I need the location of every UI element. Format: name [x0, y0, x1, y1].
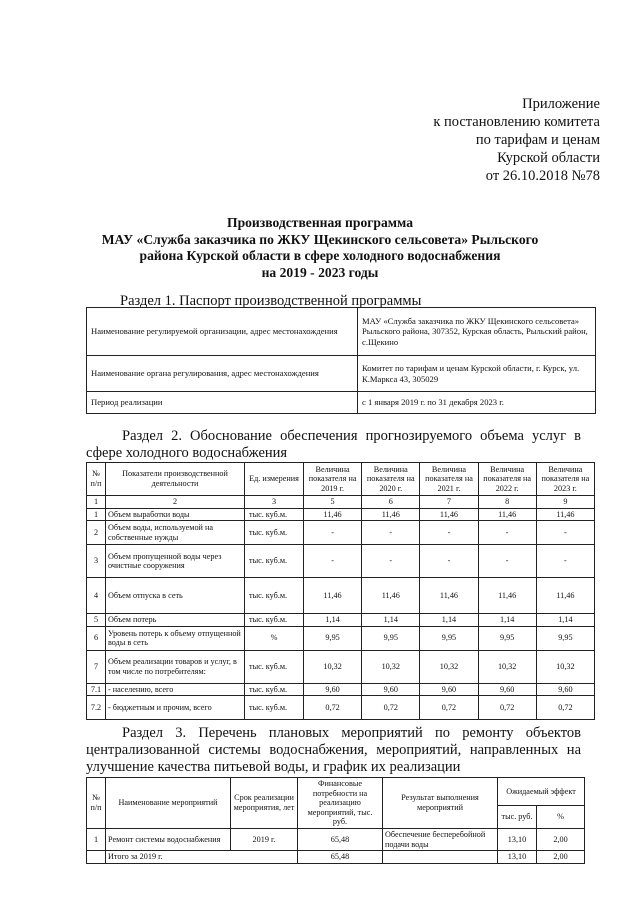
table-total-row — [87, 851, 585, 864]
row-number: 1 — [87, 828, 106, 850]
row-name: Объем выработки воды — [106, 508, 245, 521]
row-unit: тыс. куб.м. — [245, 696, 304, 720]
row-value: 11,46 — [304, 508, 362, 521]
row-value: 1,14 — [362, 614, 420, 627]
row-number: 1 — [87, 508, 106, 521]
table-row — [87, 696, 595, 720]
column-header: Величина показателя на 2022 г. — [478, 463, 536, 496]
passport-table — [86, 307, 596, 414]
column-number: 7 — [420, 496, 478, 509]
column-header: Величина показателя на 2019 г. — [304, 463, 362, 496]
row-finance: 65,48 — [298, 828, 383, 850]
table-cell: Комитет по тарифам и ценам Курской области, г. Курск, ул. К.Маркса 43, 305029 — [358, 356, 596, 392]
row-value: - — [362, 545, 420, 578]
table-cell: МАУ «Служба заказчика по ЖКУ Щекинского сельсовета» Рыльского района, 307352, Курская область, Рыльский район, с.Щекино — [358, 308, 596, 356]
row-number: 7.1 — [87, 683, 106, 696]
row-value: 0,72 — [304, 696, 362, 720]
title-line: Производственная программа — [227, 215, 413, 230]
row-value: 9,60 — [420, 683, 478, 696]
row-value: - — [478, 545, 536, 578]
row-value: 10,32 — [536, 650, 594, 683]
table-row — [87, 614, 595, 627]
row-value: 9,95 — [304, 626, 362, 650]
column-header: Финансовые потребности на реализацию мероприятий, тыс. руб. — [298, 778, 383, 829]
row-value: 10,32 — [362, 650, 420, 683]
table-row — [87, 508, 595, 521]
row-value: 11,46 — [478, 508, 536, 521]
column-header: тыс. руб. — [498, 805, 537, 828]
column-header: Величина показателя на 2021 г. — [420, 463, 478, 496]
row-value: - — [478, 521, 536, 545]
row-value: - — [536, 521, 594, 545]
row-number: 7 — [87, 650, 106, 683]
column-header: Показатели производственной деятельности — [106, 463, 245, 496]
column-header: Результат выполнения мероприятий — [383, 778, 498, 829]
row-value: 1,14 — [478, 614, 536, 627]
row-unit: тыс. куб.м. — [245, 521, 304, 545]
row-name: Объем пропущенной воды через очистные сооружения — [106, 545, 245, 578]
column-number: 9 — [536, 496, 594, 509]
table-row — [87, 828, 585, 850]
row-value: 10,32 — [478, 650, 536, 683]
row-value: - — [304, 521, 362, 545]
column-number: 2 — [106, 496, 245, 509]
appendix-line: по тарифам и ценам — [475, 132, 600, 148]
row-number: 7.2 — [87, 696, 106, 720]
appendix-line: Курской области — [497, 150, 600, 166]
table-row — [87, 545, 595, 578]
row-value: 11,46 — [420, 578, 478, 614]
row-effect-percent: 2,00 — [537, 828, 585, 850]
table-row — [87, 308, 596, 356]
row-value: 9,95 — [420, 626, 478, 650]
row-unit: тыс. куб.м. — [245, 650, 304, 683]
row-value: 0,72 — [536, 696, 594, 720]
row-value: 10,32 — [420, 650, 478, 683]
row-result: Обеспечение бесперебойной подачи воды — [383, 828, 498, 850]
table-row — [87, 626, 595, 650]
row-value: 9,60 — [478, 683, 536, 696]
total-label: Итого за 2019 г. — [106, 851, 298, 864]
row-name: - населению, всего — [106, 683, 245, 696]
column-header: Ед. измерения — [245, 463, 304, 496]
row-value: 1,14 — [420, 614, 478, 627]
table-row — [87, 683, 595, 696]
title-line: на 2019 - 2023 годы — [261, 264, 379, 280]
section2-heading: Раздел 2. Обоснование обеспечения прогнозируемого объема услуг в сфере холодного водоснабжения — [86, 428, 581, 461]
row-name: Уровень потерь к объему отпущенной воды в сеть — [106, 626, 245, 650]
table-row — [87, 392, 596, 414]
column-number-row — [87, 496, 595, 509]
indicators-table — [86, 462, 595, 720]
row-value: 11,46 — [362, 578, 420, 614]
row-name: Объем потерь — [106, 614, 245, 627]
row-name: Объем воды, используемой на собственные нужды — [106, 521, 245, 545]
section3-heading: Раздел 3. Перечень плановых мероприятий по ремонту объектов централизованной системы водоснабжения, мероприятий, направленных на улучшение качества питьевой воды, и график их реализации — [86, 725, 581, 775]
column-number: 1 — [87, 496, 106, 509]
column-number: 5 — [304, 496, 362, 509]
title-line: района Курской области в сфере холодного водоснабжения — [139, 248, 501, 263]
row-value: 1,14 — [304, 614, 362, 627]
column-header: Величина показателя на 2020 г. — [362, 463, 420, 496]
row-name: Ремонт системы водоснабжения — [106, 828, 231, 850]
table-row — [87, 521, 595, 545]
table-row — [87, 650, 595, 683]
row-number: 4 — [87, 578, 106, 614]
table-cell: Период реализации — [87, 392, 358, 414]
row-number — [87, 851, 106, 864]
row-value: 10,32 — [304, 650, 362, 683]
row-unit: % — [245, 626, 304, 650]
row-number: 6 — [87, 626, 106, 650]
appendix-header — [380, 95, 600, 185]
table-cell: Наименование органа регулирования, адрес местонахождения — [87, 356, 358, 392]
table-cell: Наименование регулируемой организации, адрес местонахождения — [87, 308, 358, 356]
row-value: - — [362, 521, 420, 545]
row-value: - — [420, 521, 478, 545]
row-number: 3 — [87, 545, 106, 578]
column-number: 8 — [478, 496, 536, 509]
row-unit: тыс. куб.м. — [245, 508, 304, 521]
appendix-line: Приложение — [522, 96, 600, 112]
measures-table — [86, 777, 585, 864]
row-value: 1,14 — [536, 614, 594, 627]
row-value: 11,46 — [304, 578, 362, 614]
column-header: Ожидаемый эффект — [498, 778, 585, 806]
table-row — [87, 578, 595, 614]
total-finance: 65,48 — [298, 851, 383, 864]
row-number: 5 — [87, 614, 106, 627]
document-title — [70, 215, 570, 281]
table-cell: с 1 января 2019 г. по 31 декабря 2023 г. — [358, 392, 596, 414]
row-value: 9,60 — [536, 683, 594, 696]
column-header: Наименование мероприятий — [106, 778, 231, 829]
total-effect-percent: 2,00 — [537, 851, 585, 864]
row-unit: тыс. куб.м. — [245, 578, 304, 614]
row-value: - — [536, 545, 594, 578]
row-value: 9,60 — [362, 683, 420, 696]
section1-heading: Раздел 1. Паспорт производственной программы — [120, 293, 422, 309]
row-value: - — [304, 545, 362, 578]
table-row — [87, 356, 596, 392]
row-name: Объем реализации товаров и услуг, в том числе по потребителям: — [106, 650, 245, 683]
row-value: 11,46 — [362, 508, 420, 521]
row-value: 11,46 — [420, 508, 478, 521]
row-value: 11,46 — [478, 578, 536, 614]
column-header: % — [537, 805, 585, 828]
column-header: № п/п — [87, 463, 106, 496]
row-number: 2 — [87, 521, 106, 545]
table-header-row — [87, 463, 595, 496]
row-value: 0,72 — [420, 696, 478, 720]
row-value: 0,72 — [478, 696, 536, 720]
row-value: 0,72 — [362, 696, 420, 720]
row-value: 11,46 — [536, 508, 594, 521]
column-number: 3 — [245, 496, 304, 509]
table-header-row — [87, 778, 585, 806]
row-term: 2019 г. — [231, 828, 298, 850]
row-name: - бюджетным и прочим, всего — [106, 696, 245, 720]
column-header: № п/п — [87, 778, 106, 829]
row-value: 9,95 — [478, 626, 536, 650]
column-header: Срок реализации мероприятия, лет — [231, 778, 298, 829]
row-unit: тыс. куб.м. — [245, 614, 304, 627]
appendix-line: от 26.10.2018 №78 — [485, 168, 600, 184]
total-effect-value: 13,10 — [498, 851, 537, 864]
row-value: 11,46 — [536, 578, 594, 614]
row-value: 9,60 — [304, 683, 362, 696]
column-header: Величина показателя на 2023 г. — [536, 463, 594, 496]
row-value: 9,95 — [536, 626, 594, 650]
column-number: 6 — [362, 496, 420, 509]
row-unit: тыс. куб.м. — [245, 545, 304, 578]
appendix-line: к постановлению комитета — [433, 114, 600, 130]
row-effect-value: 13,10 — [498, 828, 537, 850]
row-value: - — [420, 545, 478, 578]
row-value: 9,95 — [362, 626, 420, 650]
row-unit: тыс. куб.м. — [245, 683, 304, 696]
row-name: Объем отпуска в сеть — [106, 578, 245, 614]
row-result — [383, 851, 498, 864]
title-line: МАУ «Служба заказчика по ЖКУ Щекинского сельсовета» Рыльского — [101, 231, 539, 247]
